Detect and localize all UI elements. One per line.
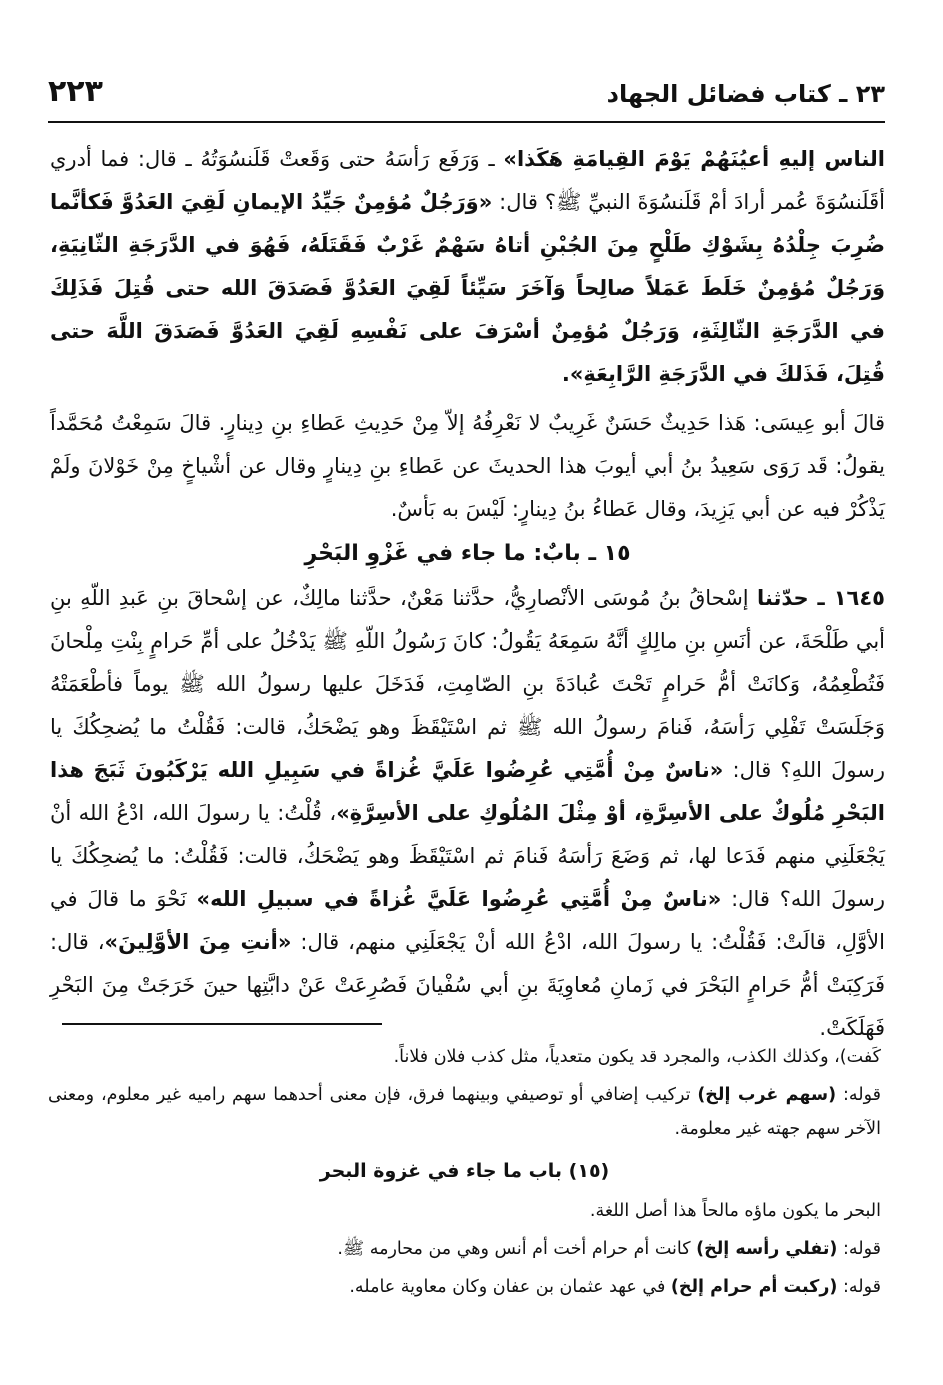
note-line — [48, 1270, 881, 1304]
note-line: البحر ما يكون ماؤه مالحاً هذا أصل اللغة. — [589, 1201, 881, 1221]
note-prefix: قوله: — [837, 1239, 881, 1259]
narration-text: إسْحاقُ بنُ مُوسَى الأنْصارِيُّ، حدَّثنا مَعْنٌ، حدَّثنا مالِكٌ، عن إسْحاقَ بنِ عَبدِ اللّهِ بنِ أبي طَلْحَةَ، عن أنَسِ بنِ مالِكٍ أنَّهُ سَمِعَهُ يَقُولُ: كانَ رَسُولُ اللّهِ ﷺ يَدْخُلُ على أمِّ حَرامٍ بِنْتِ مِلْحانَ فَتُطْعِمُهُ، وَكانَتْ أمُّ حَرامٍ تَحْتَ عُبادَةَ بنِ الصّامِتِ، فَدَخَلَ عليها رسولُ الله ﷺ يوماً فأطْعَمَتْهُ وَجَلَسَتْ تَفْلِي رَأسَهُ، فَنامَ رسولُ الله ﷺ ثم اسْتَيْقَظَ وهو يَضْحَكُ، قالت: فَقُلْتُ ما يُضحِكُكَ يا رسولَ اللهِ؟ قال: — [50, 586, 885, 782]
header-rule — [48, 121, 885, 123]
note-line — [48, 1078, 881, 1146]
paragraph-hadith-continuation — [50, 138, 885, 396]
note-keyword: (ركبت أم حرام إلخ) — [670, 1277, 838, 1297]
prophet-quote: «أنتِ مِنَ الأوَّلِينَ» — [104, 930, 292, 954]
notes-chapter-heading: (١٥) باب ما جاء في غزوة البحر — [319, 1160, 610, 1182]
paragraph-tirmidhi-comment: قالَ أبو عِيسَى: هَذا حَدِيثٌ حَسَنٌ غَرِيبٌ لا نَعْرِفُهُ إلاّ مِنْ حَدِيثِ عَطاءِ بنِ دِينارٍ. قالَ سَمِعْتُ مُحَمَّداً يقولُ: قَد رَوَى سَعِيدُ بنُ أبي أيوبَ هذا الحديثَ عن عَطاءِ بنِ دِينارٍ وقال عن أشْياخٍ مِنْ خَوْلانَ ولَمْ يَذْكُرْ فيه عن أبي يَزِيدَ، وقال عَطاءُ بنُ دِينارٍ: لَيْسَ به بَأسٌ. — [50, 411, 885, 521]
narration-text: ، قال: فَرَكِبَتْ أمُّ حَرامٍ البَحْرَ في زَمانِ مُعاوِيَةَ بنِ أبي سُفْيانَ فَصُرِعَتْ عَنْ دابَّتِها حينَ خَرَجَتْ مِنَ البَحْرِ فَهَلَكَتْ. — [50, 930, 885, 1040]
chapter-heading: ١٥ ـ بابٌ: ما جاء في غَزْوِ البَحْرِ — [304, 541, 631, 566]
note-prefix: قوله: — [837, 1277, 881, 1297]
narration-text: ، قُلْتُ: يا رسولَ الله، ادْعُ الله أنْ يَجْعَلَنِي منهم فَدَعا لها، ثم وَضَعَ رَأسَهُ فَنامَ ثم اسْتَيْقَظَ وهو يَضْحَكُ، قالت: فَقُلْتُ: ما يُضحِكُكَ يا رسولَ الله؟ قال: — [50, 801, 885, 911]
note-line — [48, 1232, 881, 1266]
paragraph-hadith-1645 — [50, 577, 885, 1050]
note-line: كَفت)، وكذلك الكذب، والمجرد قد يكون متعدياً، مثل كذب فلان فلاناً. — [393, 1047, 881, 1067]
chapter-title: ٢٣ ـ كتاب فضائل الجهاد — [606, 80, 885, 108]
prophet-quote: «ناسٌ مِنْ أُمَّتِي عُرِضُوا عَلَيَّ غُزاةً في سبيلِ الله» — [196, 887, 722, 911]
note-text: تركيب إضافي أو توصيفي وبينهما فرق، فإن معنى أحدهما سهم راميه غير معلوم، ومعنى الآخر سهم جهته غير معلومة. — [48, 1085, 881, 1139]
prophet-quote: «ناسٌ مِنْ أُمَّتِي عُرِضُوا عَلَيَّ غُزاةً في سَبِيلِ الله يَرْكَبُونَ ثَبَجَ هذا البَحْرِ مُلُوكٌ على الأسِرَّةِ، أوْ مِثْلَ المُلُوكِ على الأسِرَّةِ» — [50, 758, 886, 825]
prophet-quote: «وَرَجُلٌ مُؤمِنٌ جَيِّدُ الإيمانِ لَقِيَ العَدُوَّ فَكأنَّما ضُرِبَ جِلْدُهُ بِشَوْكِ طَلْحٍ مِنَ الجُبْنِ أتاهُ سَهْمٌ غَرْبٌ فَقَتَلَهُ، فَهُوَ في الدَّرَجَةِ الثّانِيَةِ، وَرَجُلٌ مُؤمِنٌ خَلَطَ عَمَلاً صالِحاً وَآخَرَ سَيِّئاً لَقِيَ العَدُوَّ فَصَدَقَ الله حتى قُتِلَ فَذَلِكَ في الدَّرَجَةِ الثّالِثَةِ، وَرَجُلٌ مُؤمِنٌ أسْرَفَ على نَفْسِهِ لَقِيَ العَدُوَّ فَصَدَقَ اللَّهَ حتى قُتِلَ، فَذَلكَ في الدَّرَجَةِ الرَّابِعَةِ». — [50, 190, 885, 386]
commentary-notes — [48, 1040, 881, 1304]
main-text — [50, 138, 885, 1050]
footnote-divider — [62, 1023, 382, 1025]
narration-text: نَحْوَ ما قالَ في الأوَّلِ، قالَتْ: فَقُلْتُ: يا رسولَ الله، ادْعُ الله أنْ يَجْعَلَنِي منهم، قال: — [50, 887, 885, 954]
prophet-quote: الناس إليهِ أعيُنَهُمْ يَوْمَ القِيامَةِ هَكَذا» — [503, 147, 885, 171]
narration-text: ـ وَرَفَع رَأسَهُ حتى وَقَعتْ قَلَنسُوَتُهُ ـ قال: فما أدري أقَلَنسُوَةَ عُمر أرادَ أمْ قَلَنسُوَةَ النبيِّ ﷺ؟ قال: — [50, 147, 885, 214]
note-text: في عهد عثمان بن عفان وكان معاوية عامله. — [349, 1277, 671, 1297]
note-keyword: (تفلي رأسه إلخ) — [696, 1239, 838, 1259]
note-prefix: قوله: — [836, 1085, 881, 1105]
note-keyword: (سهم غرب إلخ) — [697, 1085, 837, 1105]
hadith-number: ١٦٤٥ ـ حدّثنا — [756, 586, 885, 610]
note-text: كانت أم حرام أخت أم أنس وهي من محارمه ﷺ. — [337, 1239, 697, 1259]
page-number: ٢٢٣ — [48, 74, 103, 109]
page-header — [48, 70, 885, 118]
